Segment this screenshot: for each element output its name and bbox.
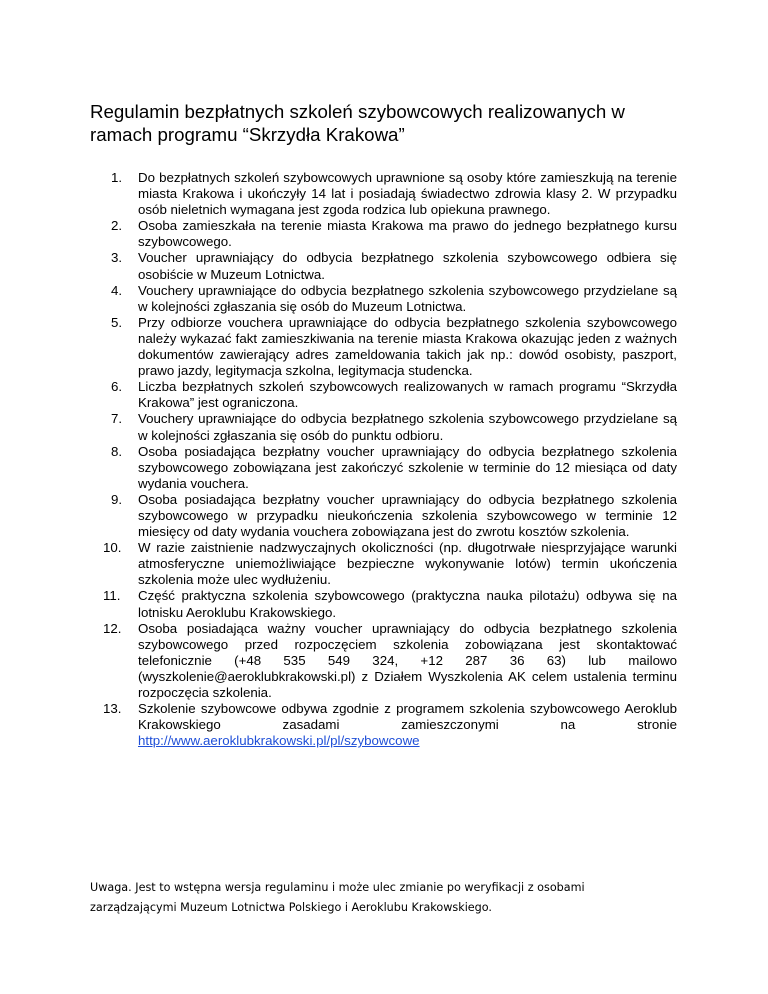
rule-item-3 [111,250,677,282]
rule-text: Przy odbiorze vouchera uprawniające do odbycia bezpłatnego szkolenia szybowcowego należy wykazać fakt zamieszkiwania na terenie miasta Krakowa okazując jeden z ważnych dokumentów zawierający adres zameldowania takich jak np.: dowód osobisty, paszport, prawo jazdy, legitymacja szkolna, legitymacja studencka. [138,314,677,379]
rule-text: Osoba posiadająca bezpłatny voucher uprawniający do odbycia bezpłatnego szkolenia szybowcowego w przypadku nieukończenia szkolenia szybowcowego w terminie 12 miesięcy od daty wydania vouchera zobowiązana jest do zwrotu kosztów szkolenia. [138,491,677,540]
rule-item-7 [111,411,677,443]
rule-item-4 [111,283,677,315]
rule-item-9 [111,492,677,540]
rule-item-6 [111,379,677,411]
rule-number: 2. [111,218,123,234]
rule-number: 13. [103,701,122,717]
rule-text: W razie zaistnienie nadzwyczajnych okoliczności (np. długotrwałe niesprzyjające warunki atmosferyczne uniemożliwiające bezpieczne wykonywanie lotów) termin ukończenia szkolenia może ulec wydłużeniu. [138,540,677,588]
rule-text: Vouchery uprawniające do odbycia bezpłatnego szkolenia szybowcowego przydzielane są w kolejności zgłaszania się osób do punktu odbioru. [138,411,677,443]
rule-text: Do bezpłatnych szkoleń szybowcowych uprawnione są osoby które zamieszkują na terenie miasta Krakowa i ukończyły 14 lat i posiadają świadectwo zdrowia klasy 2. W przypadku osób nieletnich wymagana jest zgoda rodzica lub opiekuna prawnego. [138,170,677,218]
rule-number: 5. [111,314,123,330]
disclaimer-note: Uwaga. Jest to wstępna wersja regulaminu i może ulec zmianie po weryfikacji z osobami zarządzającymi Muzeum Lotnictwa Polskiego i Aeroklubu Krakowskiego. [90,881,585,914]
rule-number: 3. [111,250,123,266]
rule-number: 7. [111,411,123,427]
rule-text: Liczba bezpłatnych szkoleń szybowcowych realizowanych w ramach programu “Skrzydła Krakowa” jest ograniczona. [138,379,677,411]
aeroklub-gliding-link[interactable]: http://www.aeroklubkrakowski.pl/pl/szybowcowe [138,733,420,749]
rule-number: 4. [111,282,123,298]
rule-number: 10. [103,540,122,556]
rule-text: Voucher uprawniający do odbycia bezpłatnego szkolenia szybowcowego odbiera się osobiście w Muzeum Lotnictwa. [138,250,677,282]
rule-item-13 [103,701,677,749]
rule-number: 12. [103,620,122,636]
rule-text: Osoba posiadająca ważny voucher uprawniający do odbycia bezpłatnego szkolenia szybowcowego przed rozpoczęciem szkolenia zobowiązana jest skontaktować telefonicznie (+48 535 549 324, +12 287 36 63) lub mailowo (wyszkolenie@aeroklubkrakowski.pl) z Działem Wyszkolenia AK celem ustalenia terminu rozpoczęcia szkolenia. [138,620,677,700]
rule-item-2 [111,218,677,250]
rule-text: Osoba zamieszkała na terenie miasta Krakowa ma prawo do jednego bezpłatnego kursu szybowcowego. [138,218,677,250]
rule-text-main: Szkolenie szybowcowe odbywa zgodnie z programem szkolenia szybowcowego Aeroklub Krakowskiego zasadami zamieszczonymi na stronie [138,701,677,733]
rule-text: Vouchery uprawniające do odbycia bezpłatnego szkolenia szybowcowego przydzielane są w kolejności zgłaszania się osób do Muzeum Lotnictwa. [138,282,677,314]
rules-list [103,170,677,749]
document-title: Regulamin bezpłatnych szkoleń szybowcowych realizowanych w ramach programu “Skrzydła Krakowa” [90,101,625,145]
rule-number: 1. [111,170,123,185]
rule-item-8 [111,444,677,492]
rule-item-5 [111,315,677,379]
rule-number: 9. [111,491,123,507]
rule-number: 6. [111,379,123,395]
rule-item-12 [103,620,677,701]
rule-text: Część praktyczna szkolenia szybowcowego (praktyczna nauka pilotażu) odbywa się na lotnisku Aeroklubu Krakowskiego. [138,588,677,620]
rule-number: 8. [111,443,123,459]
rule-item-10 [103,540,677,588]
rule-text: Osoba posiadająca bezpłatny voucher uprawniający do odbycia bezpłatnego szkolenia szybowcowego zobowiązana jest zakończyć szkolenie w terminie do 12 miesiąca od daty wydania vouchera. [138,443,677,491]
rule-number: 11. [103,588,121,604]
rule-item-11 [103,588,677,620]
rule-item-1 [111,170,677,218]
rule-text [138,701,677,749]
